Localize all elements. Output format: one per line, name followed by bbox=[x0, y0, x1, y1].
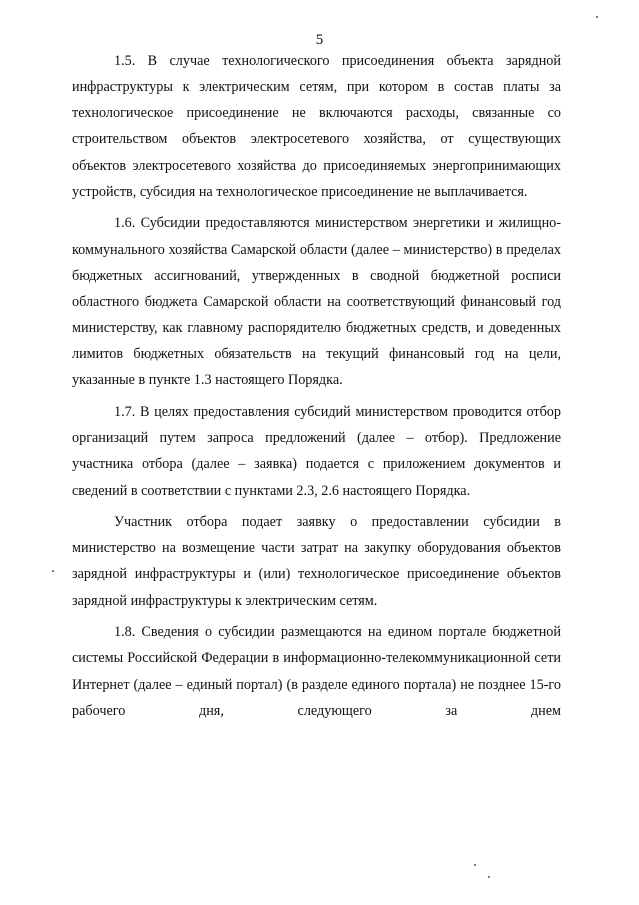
scan-artifact bbox=[52, 570, 54, 572]
paragraph-1-8: 1.8. Сведения о субсидии размещаются на едином портале бюджетной системы Российской Федерации в информационно-телекоммуникационной сети Интернет (далее – единый портал) (в разделе единого портала) не позднее 15-го рабочего дня, следующего за днем bbox=[72, 624, 561, 719]
scan-artifact bbox=[596, 16, 598, 18]
paragraph-1-6: 1.6. Субсидии предоставляются министерством энергетики и жилищно-коммунального хозяйства Самарской области (далее – министерство) в пределах бюджетных ассигнований, утвержденных в сводной бюджетной росписи областного бюджета Самарской области на соответствующий финансовый год министерству, как главному распорядителю бюджетных средств, и доведенных лимитов бюджетных обязательств на текущий финансовый год на цели, указанные в пункте 1.3 настоящего Порядка. bbox=[72, 215, 561, 389]
page-number: 5 bbox=[315, 32, 324, 48]
document-body bbox=[72, 48, 561, 724]
paragraph-1-7: 1.7. В целях предоставления субсидий министерством проводится отбор организаций путем запроса предложений (далее – отбор). Предложение участника отбора (далее – заявка) подается с приложением документов и сведений в соответствии с пунктами 2.3, 2.6 настоящего Порядка. bbox=[72, 404, 561, 499]
scan-artifact bbox=[474, 864, 476, 866]
paragraph-1-5: 1.5. В случае технологического присоединения объекта зарядной инфраструктуры к электрическим сетям, при котором в состав платы за технологическое присоединение не включаются расходы, связанные со строительством объектов электросетевого хозяйства, от существующих объектов электросетевого хозяйства до присоединяемых энергопринимающих устройств, субсидия на технологическое присоединение не выплачивается. bbox=[72, 53, 561, 200]
scan-artifact bbox=[488, 876, 490, 878]
paragraph-1-7-participant: Участник отбора подает заявку о предоставлении субсидии в министерство на возмещение части затрат на закупку оборудования объектов зарядной инфраструктуры и (или) технологическое присоединение объектов зарядной инфраструктуры к электрическим сетям. bbox=[72, 514, 561, 609]
